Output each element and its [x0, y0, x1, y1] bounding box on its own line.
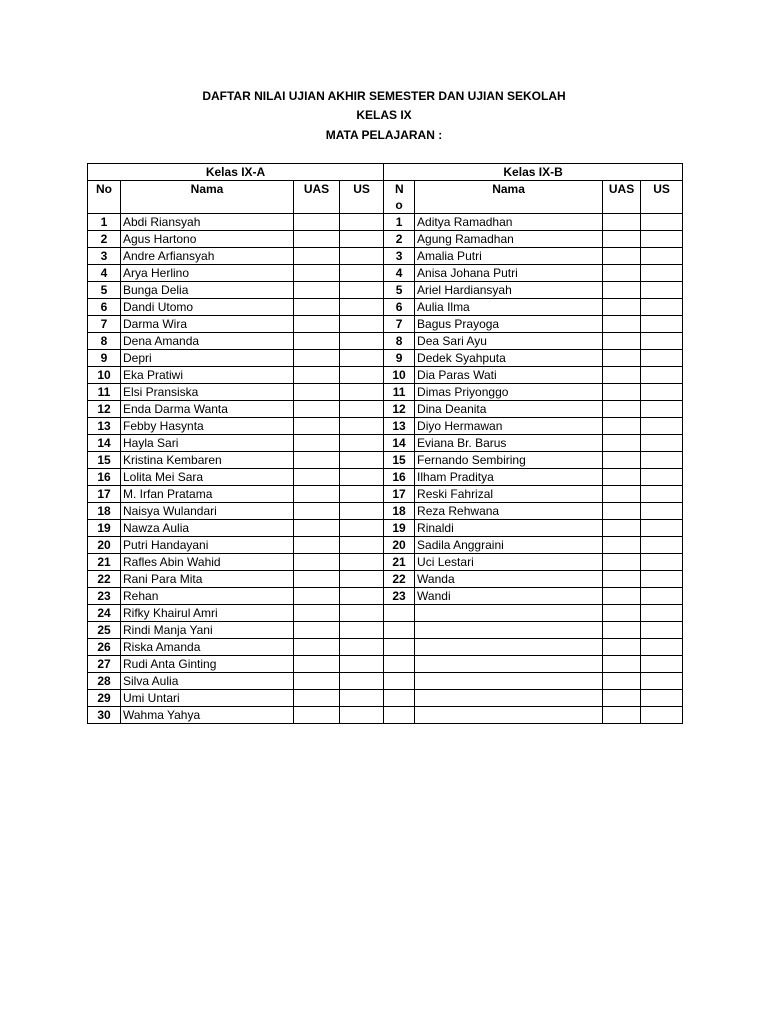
uas-score-cell-a	[294, 707, 340, 724]
row-no-a: 13	[88, 418, 121, 435]
us-score-cell-a	[340, 401, 384, 418]
student-name-b	[415, 622, 603, 639]
uas-score-cell-b	[603, 367, 641, 384]
uas-score-cell-b	[603, 401, 641, 418]
student-name-a: Darma Wira	[121, 316, 294, 333]
us-score-cell-a	[340, 656, 384, 673]
row-no-b: 21	[384, 554, 415, 571]
document-title: DAFTAR NILAI UJIAN AKHIR SEMESTER DAN UJIAN SEKOLAH	[202, 89, 566, 103]
row-no-b: 17	[384, 486, 415, 503]
us-score-cell-a	[340, 333, 384, 350]
us-score-cell-a	[340, 486, 384, 503]
us-score-cell-a	[340, 316, 384, 333]
student-name-a: Rafles Abin Wahid	[121, 554, 294, 571]
student-name-a: Rindi Manja Yani	[121, 622, 294, 639]
row-no-a: 5	[88, 282, 121, 299]
table-row	[88, 571, 683, 588]
us-score-cell-b	[641, 520, 683, 537]
row-no-b: 3	[384, 248, 415, 265]
row-no-a: 4	[88, 265, 121, 282]
col-us-a: US	[340, 181, 384, 214]
us-score-cell-b	[641, 690, 683, 707]
col-uas-a: UAS	[294, 181, 340, 214]
row-no-b	[384, 690, 415, 707]
student-name-b: Rinaldi	[415, 520, 603, 537]
uas-score-cell-a	[294, 605, 340, 622]
table-row	[88, 316, 683, 333]
us-score-cell-b	[641, 299, 683, 316]
us-score-cell-a	[340, 537, 384, 554]
class-b-header: Kelas IX-B	[384, 164, 683, 181]
uas-score-cell-a	[294, 350, 340, 367]
student-name-a: Eka Pratiwi	[121, 367, 294, 384]
us-score-cell-a	[340, 673, 384, 690]
uas-score-cell-a	[294, 639, 340, 656]
row-no-b: 4	[384, 265, 415, 282]
uas-score-cell-b	[603, 384, 641, 401]
table-row	[88, 333, 683, 350]
us-score-cell-a	[340, 248, 384, 265]
uas-score-cell-a	[294, 418, 340, 435]
us-score-cell-b	[641, 571, 683, 588]
student-name-a: Kristina Kembaren	[121, 452, 294, 469]
student-name-b: Ariel Hardiansyah	[415, 282, 603, 299]
uas-score-cell-a	[294, 316, 340, 333]
row-no-b: 12	[384, 401, 415, 418]
uas-score-cell-a	[294, 231, 340, 248]
us-score-cell-a	[340, 639, 384, 656]
table-row	[88, 690, 683, 707]
student-name-b: Reski Fahrizal	[415, 486, 603, 503]
row-no-b: 8	[384, 333, 415, 350]
row-no-b	[384, 656, 415, 673]
row-no-a: 16	[88, 469, 121, 486]
uas-score-cell-b	[603, 622, 641, 639]
uas-score-cell-b	[603, 282, 641, 299]
us-score-cell-a	[340, 554, 384, 571]
student-name-b	[415, 605, 603, 622]
table-row	[88, 605, 683, 622]
student-name-b	[415, 656, 603, 673]
row-no-b: 19	[384, 520, 415, 537]
student-name-b: Reza Rehwana	[415, 503, 603, 520]
uas-score-cell-b	[603, 656, 641, 673]
uas-score-cell-a	[294, 333, 340, 350]
student-name-a: Febby Hasynta	[121, 418, 294, 435]
student-name-a: Nawza Aulia	[121, 520, 294, 537]
row-no-a: 8	[88, 333, 121, 350]
student-name-a: Rehan	[121, 588, 294, 605]
table-row	[88, 503, 683, 520]
student-name-a: Silva Aulia	[121, 673, 294, 690]
us-score-cell-b	[641, 401, 683, 418]
us-score-cell-a	[340, 384, 384, 401]
table-row	[88, 299, 683, 316]
student-name-b: Dea Sari Ayu	[415, 333, 603, 350]
table-row	[88, 707, 683, 724]
us-score-cell-a	[340, 231, 384, 248]
us-score-cell-b	[641, 622, 683, 639]
table-row	[88, 418, 683, 435]
row-no-a: 28	[88, 673, 121, 690]
us-score-cell-a	[340, 571, 384, 588]
us-score-cell-a	[340, 690, 384, 707]
student-name-a: Rifky Khairul Amri	[121, 605, 294, 622]
row-no-b: 16	[384, 469, 415, 486]
us-score-cell-a	[340, 503, 384, 520]
student-name-b: Amalia Putri	[415, 248, 603, 265]
us-score-cell-a	[340, 418, 384, 435]
class-level-heading: KELAS IX	[356, 108, 412, 122]
uas-score-cell-b	[603, 248, 641, 265]
uas-score-cell-b	[603, 299, 641, 316]
row-no-a: 19	[88, 520, 121, 537]
row-no-b: 9	[384, 350, 415, 367]
uas-score-cell-a	[294, 469, 340, 486]
us-score-cell-b	[641, 605, 683, 622]
student-name-b: Wandi	[415, 588, 603, 605]
uas-score-cell-a	[294, 265, 340, 282]
us-score-cell-b	[641, 639, 683, 656]
row-no-a: 6	[88, 299, 121, 316]
uas-score-cell-a	[294, 571, 340, 588]
row-no-a: 27	[88, 656, 121, 673]
row-no-b	[384, 639, 415, 656]
grade-table	[87, 163, 683, 724]
col-no-a: No	[88, 181, 121, 214]
us-score-cell-b	[641, 316, 683, 333]
student-name-a: Abdi Riansyah	[121, 214, 294, 231]
uas-score-cell-b	[603, 469, 641, 486]
table-row	[88, 248, 683, 265]
uas-score-cell-b	[603, 418, 641, 435]
row-no-b: 18	[384, 503, 415, 520]
row-no-b: 7	[384, 316, 415, 333]
us-score-cell-b	[641, 231, 683, 248]
student-name-b	[415, 707, 603, 724]
student-name-b	[415, 639, 603, 656]
row-no-b: 2	[384, 231, 415, 248]
us-score-cell-a	[340, 605, 384, 622]
table-row	[88, 588, 683, 605]
col-no-b	[384, 181, 415, 214]
us-score-cell-a	[340, 469, 384, 486]
row-no-a: 14	[88, 435, 121, 452]
uas-score-cell-a	[294, 537, 340, 554]
row-no-b	[384, 605, 415, 622]
student-name-b: Agung Ramadhan	[415, 231, 603, 248]
student-name-a: Riska Amanda	[121, 639, 294, 656]
row-no-a: 25	[88, 622, 121, 639]
uas-score-cell-b	[603, 265, 641, 282]
student-name-b: Bagus Prayoga	[415, 316, 603, 333]
uas-score-cell-b	[603, 231, 641, 248]
us-score-cell-b	[641, 214, 683, 231]
col-us-b: US	[641, 181, 683, 214]
row-no-b: 23	[384, 588, 415, 605]
row-no-a: 7	[88, 316, 121, 333]
row-no-a: 24	[88, 605, 121, 622]
uas-score-cell-b	[603, 350, 641, 367]
row-no-a: 15	[88, 452, 121, 469]
student-name-b: Aditya Ramadhan	[415, 214, 603, 231]
table-row	[88, 231, 683, 248]
us-score-cell-a	[340, 520, 384, 537]
us-score-cell-a	[340, 707, 384, 724]
class-header-row	[88, 164, 683, 181]
student-name-a: Elsi Pransiska	[121, 384, 294, 401]
table-row	[88, 350, 683, 367]
row-no-b: 10	[384, 367, 415, 384]
row-no-a: 30	[88, 707, 121, 724]
student-name-a: Putri Handayani	[121, 537, 294, 554]
row-no-b	[384, 673, 415, 690]
us-score-cell-b	[641, 367, 683, 384]
student-name-b: Dina Deanita	[415, 401, 603, 418]
us-score-cell-a	[340, 265, 384, 282]
student-name-b: Uci Lestari	[415, 554, 603, 571]
uas-score-cell-a	[294, 401, 340, 418]
row-no-a: 29	[88, 690, 121, 707]
us-score-cell-a	[340, 299, 384, 316]
row-no-a: 2	[88, 231, 121, 248]
student-name-a: Andre Arfiansyah	[121, 248, 294, 265]
table-row	[88, 520, 683, 537]
us-score-cell-a	[340, 622, 384, 639]
row-no-a: 11	[88, 384, 121, 401]
row-no-a: 17	[88, 486, 121, 503]
us-score-cell-b	[641, 656, 683, 673]
student-name-a: Dandi Utomo	[121, 299, 294, 316]
us-score-cell-b	[641, 707, 683, 724]
row-no-b	[384, 622, 415, 639]
student-name-b: Wanda	[415, 571, 603, 588]
us-score-cell-a	[340, 435, 384, 452]
student-name-b: Eviana Br. Barus	[415, 435, 603, 452]
uas-score-cell-b	[603, 639, 641, 656]
us-score-cell-b	[641, 350, 683, 367]
us-score-cell-b	[641, 384, 683, 401]
uas-score-cell-b	[603, 537, 641, 554]
uas-score-cell-a	[294, 673, 340, 690]
us-score-cell-b	[641, 248, 683, 265]
table-row	[88, 486, 683, 503]
uas-score-cell-a	[294, 656, 340, 673]
student-name-b: Anisa Johana Putri	[415, 265, 603, 282]
us-score-cell-b	[641, 673, 683, 690]
row-no-b: 6	[384, 299, 415, 316]
uas-score-cell-b	[603, 571, 641, 588]
student-name-b	[415, 690, 603, 707]
us-score-cell-b	[641, 588, 683, 605]
table-row	[88, 435, 683, 452]
row-no-a: 3	[88, 248, 121, 265]
table-row	[88, 214, 683, 231]
us-score-cell-b	[641, 469, 683, 486]
row-no-a: 23	[88, 588, 121, 605]
uas-score-cell-a	[294, 554, 340, 571]
us-score-cell-a	[340, 588, 384, 605]
uas-score-cell-a	[294, 588, 340, 605]
table-row	[88, 401, 683, 418]
col-nama-b: Nama	[415, 181, 603, 214]
student-name-a: M. Irfan Pratama	[121, 486, 294, 503]
row-no-a: 10	[88, 367, 121, 384]
uas-score-cell-a	[294, 622, 340, 639]
us-score-cell-b	[641, 486, 683, 503]
row-no-a: 9	[88, 350, 121, 367]
uas-score-cell-b	[603, 588, 641, 605]
uas-score-cell-b	[603, 503, 641, 520]
us-score-cell-b	[641, 265, 683, 282]
us-score-cell-b	[641, 554, 683, 571]
row-no-b	[384, 707, 415, 724]
uas-score-cell-a	[294, 299, 340, 316]
student-name-b: Sadila Anggraini	[415, 537, 603, 554]
student-name-b	[415, 673, 603, 690]
us-score-cell-b	[641, 503, 683, 520]
row-no-a: 20	[88, 537, 121, 554]
row-no-b: 22	[384, 571, 415, 588]
uas-score-cell-b	[603, 673, 641, 690]
table-row	[88, 639, 683, 656]
table-row	[88, 367, 683, 384]
uas-score-cell-a	[294, 486, 340, 503]
class-a-header: Kelas IX-A	[88, 164, 384, 181]
student-name-a: Wahma Yahya	[121, 707, 294, 724]
row-no-b: 1	[384, 214, 415, 231]
us-score-cell-a	[340, 214, 384, 231]
uas-score-cell-a	[294, 435, 340, 452]
table-row	[88, 537, 683, 554]
table-row	[88, 673, 683, 690]
student-name-a: Naisya Wulandari	[121, 503, 294, 520]
student-name-a: Umi Untari	[121, 690, 294, 707]
uas-score-cell-a	[294, 282, 340, 299]
us-score-cell-a	[340, 367, 384, 384]
us-score-cell-b	[641, 333, 683, 350]
row-no-a: 21	[88, 554, 121, 571]
student-name-a: Enda Darma Wanta	[121, 401, 294, 418]
us-score-cell-b	[641, 282, 683, 299]
row-no-b: 15	[384, 452, 415, 469]
uas-score-cell-b	[603, 520, 641, 537]
student-name-b: Dimas Priyonggo	[415, 384, 603, 401]
table-row	[88, 656, 683, 673]
student-name-b: Aulia Ilma	[415, 299, 603, 316]
us-score-cell-a	[340, 452, 384, 469]
student-name-b: Ilham Praditya	[415, 469, 603, 486]
uas-score-cell-a	[294, 503, 340, 520]
uas-score-cell-b	[603, 605, 641, 622]
student-name-b: Dia Paras Wati	[415, 367, 603, 384]
row-no-a: 26	[88, 639, 121, 656]
student-name-b: Dedek Syahputa	[415, 350, 603, 367]
student-name-a: Depri	[121, 350, 294, 367]
uas-score-cell-b	[603, 316, 641, 333]
col-nama-a: Nama	[121, 181, 294, 214]
table-row	[88, 452, 683, 469]
us-score-cell-b	[641, 435, 683, 452]
student-name-a: Bunga Delia	[121, 282, 294, 299]
table-row	[88, 384, 683, 401]
col-no-b-label: No	[395, 182, 404, 212]
uas-score-cell-a	[294, 214, 340, 231]
row-no-b: 5	[384, 282, 415, 299]
table-row	[88, 469, 683, 486]
subject-heading: MATA PELAJARAN :	[325, 128, 443, 142]
uas-score-cell-a	[294, 452, 340, 469]
uas-score-cell-a	[294, 367, 340, 384]
row-no-a: 22	[88, 571, 121, 588]
row-no-b: 13	[384, 418, 415, 435]
row-no-a: 18	[88, 503, 121, 520]
uas-score-cell-a	[294, 690, 340, 707]
us-score-cell-a	[340, 282, 384, 299]
row-no-b: 20	[384, 537, 415, 554]
uas-score-cell-a	[294, 384, 340, 401]
uas-score-cell-b	[603, 435, 641, 452]
uas-score-cell-b	[603, 554, 641, 571]
student-name-a: Agus Hartono	[121, 231, 294, 248]
uas-score-cell-b	[603, 214, 641, 231]
student-name-a: Lolita Mei Sara	[121, 469, 294, 486]
uas-score-cell-a	[294, 248, 340, 265]
student-name-a: Arya Herlino	[121, 265, 294, 282]
col-uas-b: UAS	[603, 181, 641, 214]
table-row	[88, 554, 683, 571]
uas-score-cell-b	[603, 690, 641, 707]
uas-score-cell-b	[603, 707, 641, 724]
uas-score-cell-b	[603, 486, 641, 503]
table-row	[88, 265, 683, 282]
student-name-a: Dena Amanda	[121, 333, 294, 350]
row-no-b: 11	[384, 384, 415, 401]
uas-score-cell-b	[603, 452, 641, 469]
us-score-cell-b	[641, 418, 683, 435]
column-header-row	[88, 181, 683, 214]
student-name-a: Rani Para Mita	[121, 571, 294, 588]
table-row	[88, 282, 683, 299]
student-name-b: Diyo Hermawan	[415, 418, 603, 435]
student-name-b: Fernando Sembiring	[415, 452, 603, 469]
student-name-a: Hayla Sari	[121, 435, 294, 452]
us-score-cell-b	[641, 452, 683, 469]
row-no-b: 14	[384, 435, 415, 452]
us-score-cell-b	[641, 537, 683, 554]
student-name-a: Rudi Anta Ginting	[121, 656, 294, 673]
row-no-a: 1	[88, 214, 121, 231]
table-row	[88, 622, 683, 639]
us-score-cell-a	[340, 350, 384, 367]
uas-score-cell-a	[294, 520, 340, 537]
row-no-a: 12	[88, 401, 121, 418]
uas-score-cell-b	[603, 333, 641, 350]
